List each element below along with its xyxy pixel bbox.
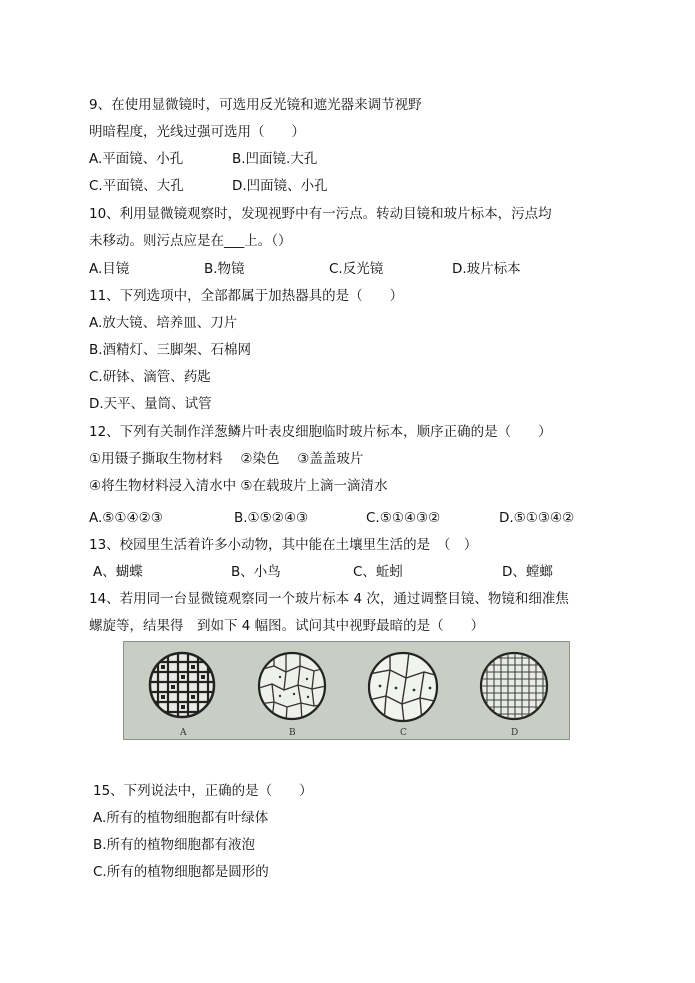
q14-stem-line1: 14、若用同一台显微镜观察同一个玻片标本 4 次，通过调整目镜、物镜和细准焦 (89, 591, 569, 607)
q13-option-a: A、蝴蝶 (93, 564, 143, 580)
microscope-views-figure (123, 641, 570, 740)
q10-option-d: D.玻片标本 (452, 261, 521, 277)
microscope-view-b (259, 652, 326, 738)
q15-option-b: B.所有的植物细胞都有液泡 (93, 837, 256, 853)
q12-option-a: A.⑤①④②③ (89, 510, 163, 526)
q15-stem: 15、下列说法中，正确的是（ ） (93, 783, 313, 799)
q13-option-b: B、小鸟 (231, 564, 281, 580)
q12-steps-line1: ①用镊子撕取生物材料 ②染色 ③盖盖玻片 (89, 451, 364, 467)
q13-option-c: C、蚯蚓 (353, 564, 403, 580)
q10-stem-line2: 未移动。则污点应是在___上。（） (89, 233, 292, 249)
q10-option-a: A.目镜 (89, 261, 130, 277)
view-b-label: B (289, 728, 296, 738)
q11-option-b: B.酒精灯、三脚架、石棉网 (89, 342, 252, 358)
q11-option-c: C.研钵、滴管、药匙 (89, 369, 211, 385)
q14-stem-line2: 螺旋等，结果得 到如下 4 幅图。试问其中视野最暗的是（ ） (89, 618, 485, 634)
microscope-view-d (481, 652, 547, 738)
q9-option-c: C.平面镜、大孔 (89, 178, 184, 194)
q12-option-c: C.⑤①④③② (366, 510, 441, 526)
microscope-view-c (369, 652, 439, 738)
q11-option-a: A.放大镜、培养皿、刀片 (89, 315, 238, 331)
view-c-label: C (400, 728, 407, 738)
q13-stem: 13、校园里生活着许多小动物，其中能在土壤里生活的是 （ ） (89, 537, 478, 553)
q9-option-d: D.凹面镜、小孔 (232, 178, 328, 194)
view-a-label: A (180, 728, 187, 738)
microscope-view-a (150, 652, 214, 738)
q10-option-c: C.反光镜 (329, 261, 384, 277)
q9-stem-line2: 明暗程度，光线过强可选用（ ） (89, 124, 305, 140)
q10-stem-line1: 10、利用显微镜观察时，发现视野中有一污点。转动目镜和玻片标本，污点均 (89, 206, 552, 222)
q9-stem-line1: 9、在使用显微镜时，可选用反光镜和遮光器来调节视野 (89, 97, 422, 113)
view-d-label: D (511, 728, 519, 738)
q12-option-b: B.①⑤②④③ (234, 510, 309, 526)
q13-option-d: D、螳螂 (502, 564, 553, 580)
q12-option-d: D.⑤①③④② (499, 510, 575, 526)
q12-steps-line2: ④将生物材料浸入清水中 ⑤在载玻片上滴一滴清水 (89, 478, 388, 494)
q10-option-b: B.物镜 (204, 261, 245, 277)
q11-stem: 11、下列选项中，全部都属于加热器具的是（ ） (89, 288, 404, 304)
q12-stem: 12、下列有关制作洋葱鳞片叶表皮细胞临时玻片标本，顺序正确的是（ ） (89, 424, 552, 440)
q9-option-b: B.凹面镜.大孔 (232, 151, 318, 167)
q11-option-d: D.天平、量筒、试管 (89, 396, 212, 412)
q15-option-a: A.所有的植物细胞都有叶绿体 (93, 810, 269, 826)
q15-option-c: C.所有的植物细胞都是圆形的 (93, 864, 269, 880)
q9-option-a: A.平面镜、小孔 (89, 151, 184, 167)
